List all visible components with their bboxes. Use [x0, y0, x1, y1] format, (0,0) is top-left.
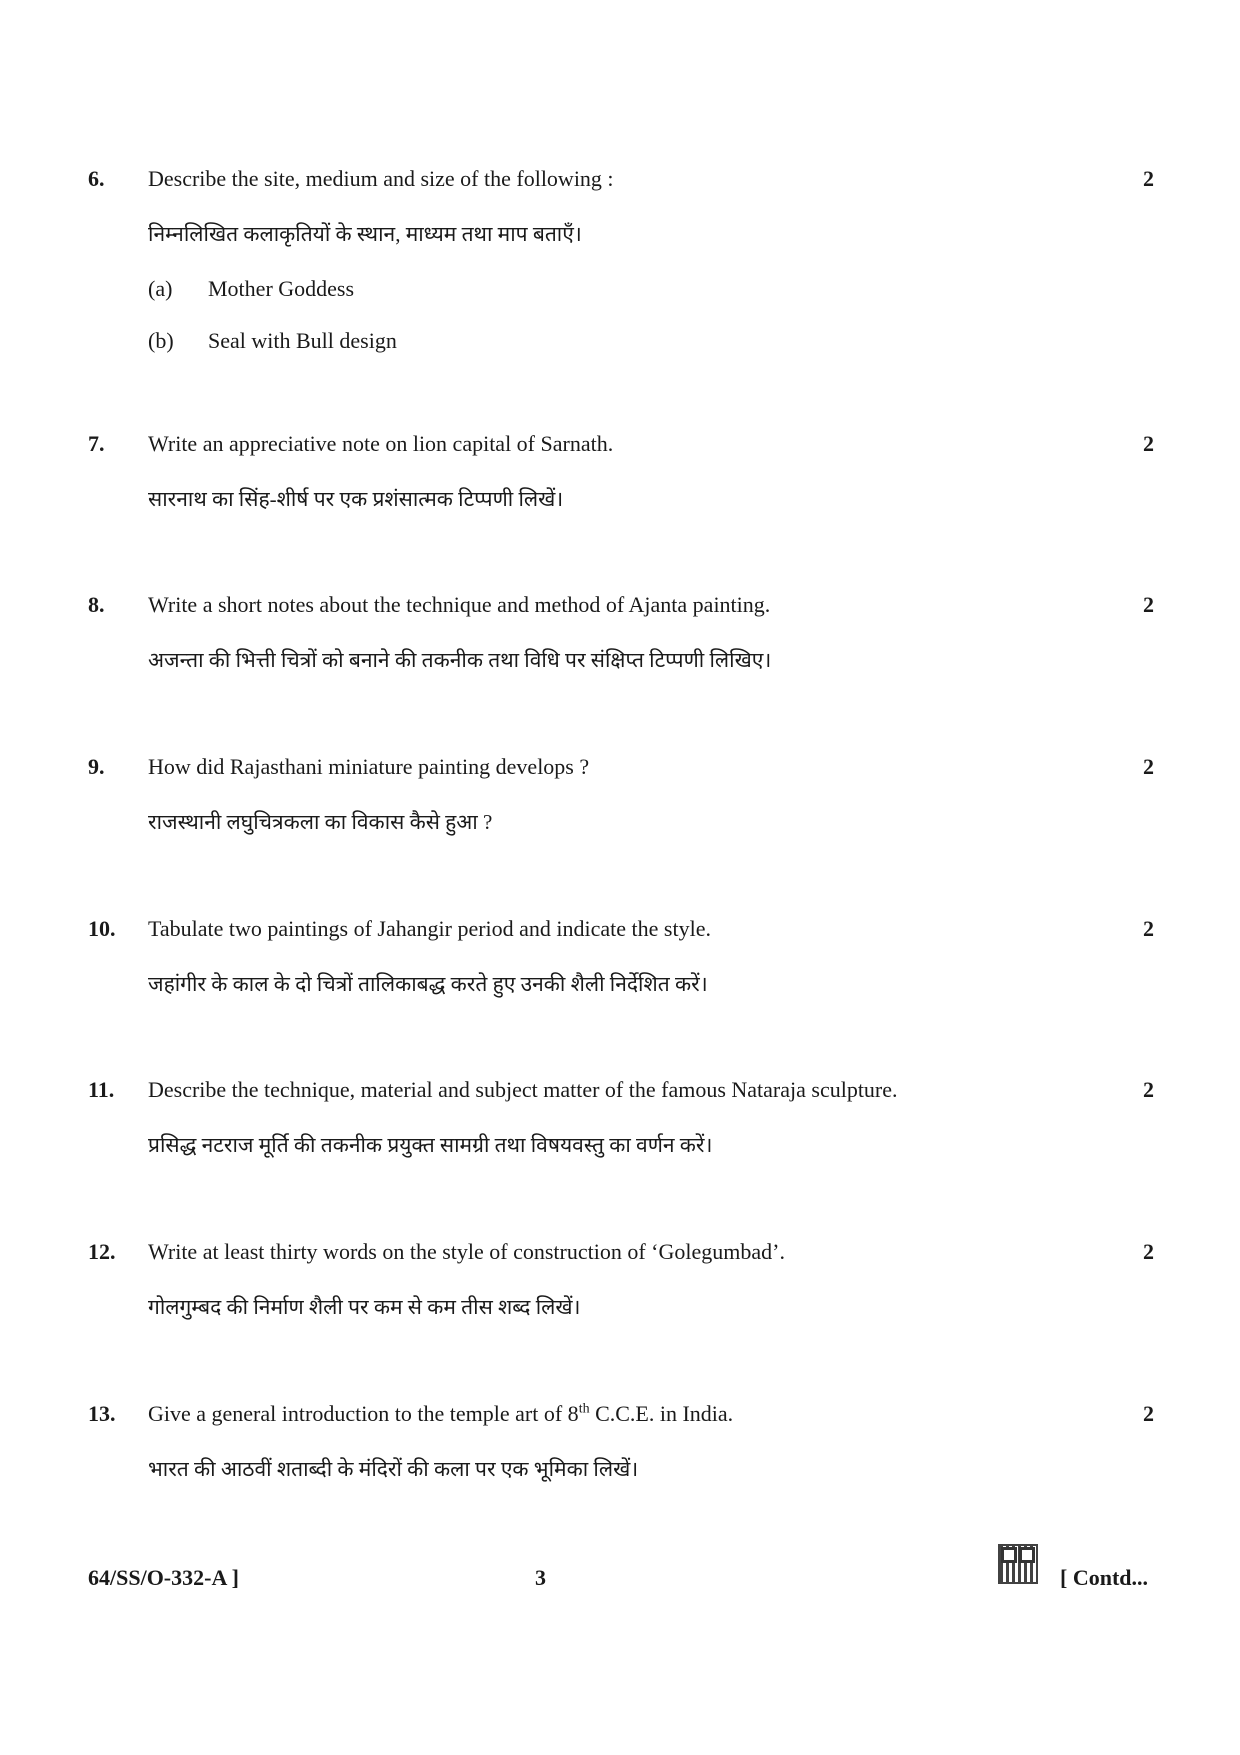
question-marks: 2 [1143, 431, 1154, 456]
question-text-hi: निम्नलिखित कलाकृतियों के स्थान, माध्यम तथा माप बताएँ। [148, 222, 582, 246]
question-text-en: How did Rajasthani miniature painting develops ? [148, 754, 590, 779]
question-number: 13. [88, 1401, 116, 1426]
question-text-en: Write at least thirty words on the style of construction of ‘Golegumbad’. [148, 1239, 785, 1264]
question-number: 6. [88, 166, 105, 191]
sub-text: Seal with Bull design [208, 328, 397, 353]
question-marks: 2 [1143, 754, 1154, 779]
question-marks: 2 [1143, 592, 1154, 617]
question-text-hi: भारत की आठवीं शताब्दी के मंदिरों की कला पर एक भूमिका लिखें। [148, 1457, 639, 1481]
question-text-en: Write a short notes about the technique and method of Ajanta painting. [148, 592, 771, 617]
question-number: 8. [88, 592, 105, 617]
question-text-hi: गोलगुम्बद की निर्माण शैली पर कम से कम तीस शब्द लिखें। [148, 1295, 581, 1319]
question-marks: 2 [1143, 1239, 1154, 1264]
question-marks: 2 [1143, 1077, 1154, 1102]
question-text-hi: प्रसिद्ध नटराज मूर्ति की तकनीक प्रयुक्त सामग्री तथा विषयवस्तु का वर्णन करें। [148, 1133, 713, 1157]
text-part: Give a general introduction to the temple art of 8 [148, 1401, 579, 1426]
question-text-en: Describe the technique, material and subject matter of the famous Nataraja sculpture. [148, 1077, 898, 1102]
question-number: 12. [88, 1239, 116, 1264]
sub-label: (b) [148, 328, 174, 353]
contd-label: [ Contd... [1060, 1565, 1149, 1590]
sub-question-b [148, 328, 397, 354]
sub-text: Mother Goddess [208, 276, 355, 301]
question-number: 11. [88, 1077, 115, 1102]
question-text-en: Describe the site, medium and size of the following : [148, 166, 614, 191]
question-number: 10. [88, 916, 116, 941]
question-text-en [148, 1401, 733, 1427]
text-part: C.C.E. in India. [589, 1401, 734, 1426]
sub-question-a [148, 276, 354, 302]
question-text-hi: अजन्ता की भित्ती चित्रों को बनाने की तकनीक तथा विधि पर संक्षिप्त टिप्पणी लिखिए। [148, 648, 772, 672]
paper-code: 64/SS/O-332-A ] [88, 1565, 239, 1590]
question-text-hi: सारनाथ का सिंह-शीर्ष पर एक प्रशंसात्मक टिप्पणी लिखें। [148, 487, 564, 511]
question-marks: 2 [1143, 1401, 1154, 1426]
question-text-en: Tabulate two paintings of Jahangir period and indicate the style. [148, 916, 711, 941]
question-number: 7. [88, 431, 105, 456]
page-number: 3 [535, 1565, 546, 1590]
qr-code-icon [998, 1544, 1038, 1584]
question-marks: 2 [1143, 166, 1154, 191]
question-text-hi: जहांगीर के काल के दो चित्रों तालिकाबद्ध करते हुए उनकी शैली निर्देशित करें। [148, 972, 708, 996]
question-number: 9. [88, 754, 105, 779]
question-text-hi: राजस्थानी लघुचित्रकला का विकास कैसे हुआ ? [148, 810, 493, 834]
question-marks: 2 [1143, 916, 1154, 941]
superscript: th [578, 1401, 590, 1417]
question-text-en: Write an appreciative note on lion capital of Sarnath. [148, 431, 614, 456]
sub-label: (a) [148, 276, 173, 301]
